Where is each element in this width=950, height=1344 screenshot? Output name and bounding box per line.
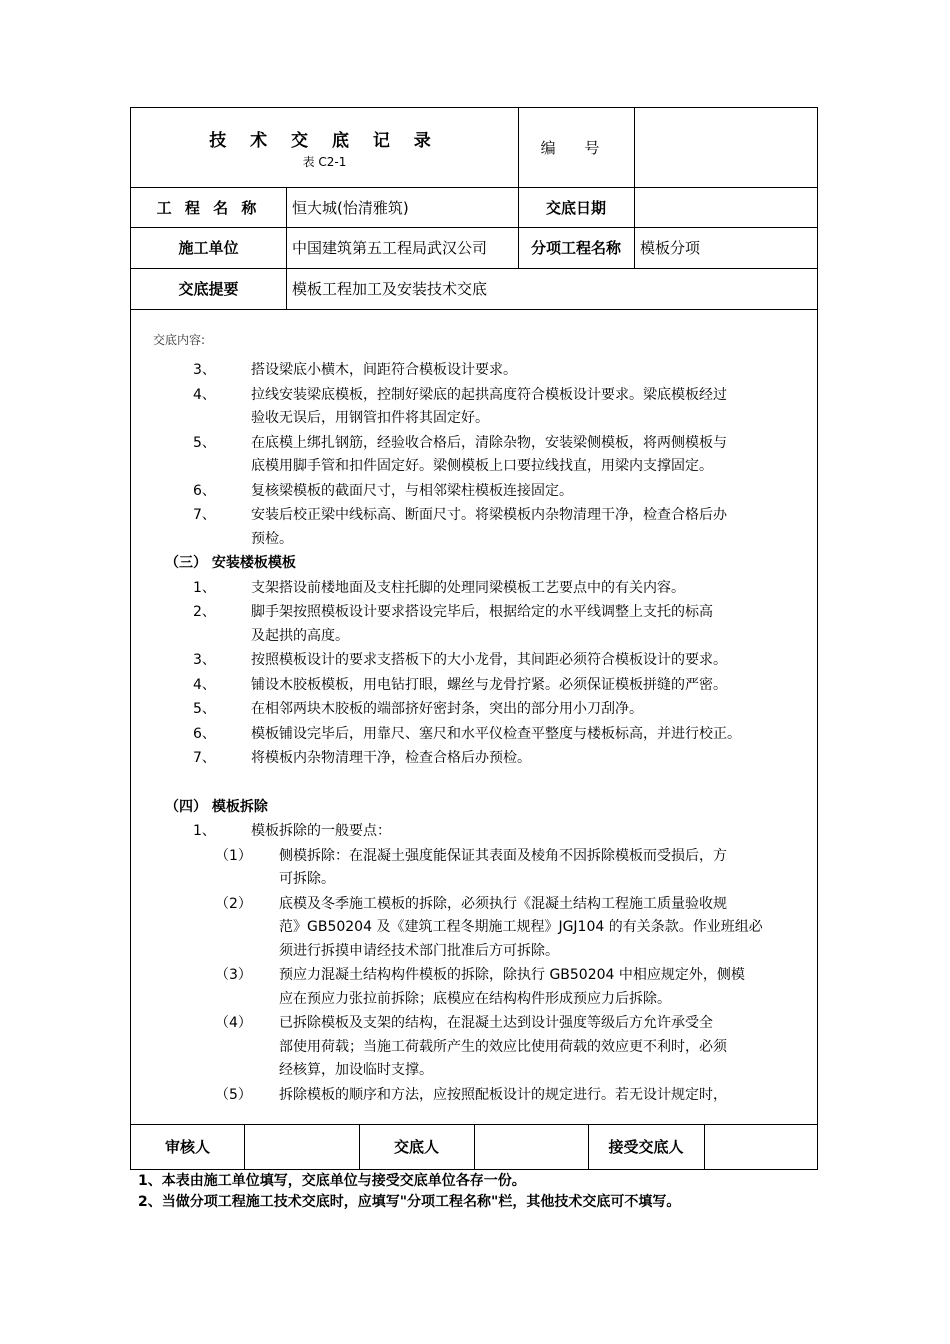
item-text-line: 支架搭设前楼地面及支柱托脚的处理同梁模板工艺要点中的有关内容。 (251, 579, 685, 596)
item-text-line: 及起拱的高度。 (251, 627, 349, 644)
contractor-field[interactable]: 中国建筑第五工程局武汉公司 (292, 239, 488, 257)
disclosure-date-label: 交底日期 (545, 198, 606, 217)
item-text-line: 验收无误后，用钢管扣件将其固定好。 (251, 410, 489, 426)
item-text-line: 在相邻两块木胶板的端部挤好密封条，突出的部分用小刀刮净。 (251, 701, 643, 717)
item-text-line: 底模及冬季施工模板的拆除，必须执行《混凝土结构工程施工质量验收规 (279, 895, 727, 912)
item-text-line: 已拆除模板及支架的结构，在混凝土达到设计强度等级后方允许承受全 (279, 1015, 713, 1031)
item-text-line: 可拆除。 (279, 871, 335, 887)
form-notes (138, 1171, 680, 1213)
receiver-label: 接受交底人 (608, 1138, 684, 1156)
form-number: 表 C2-1 (302, 154, 347, 169)
item-text (251, 723, 817, 747)
section-heading: （四） 模板拆除 (165, 798, 268, 815)
project-name-field[interactable]: 恒大城(怡清雅筑) (292, 198, 409, 217)
serial-number-label: 编 号 (540, 139, 612, 157)
item-text-line: 拉线安装梁底模板，控制好梁底的起拱高度符合模板设计要求。梁底模板经过 (251, 386, 727, 403)
contractor-label: 施工单位 (178, 239, 239, 257)
item-text (279, 893, 813, 964)
item-text-line: 预应力混凝土结构构件模板的拆除，除执行 GB50204 中相应规定外，侧模 (279, 967, 745, 983)
item-text-line: 范》GB50204 及《建筑工程冬期施工规程》JGJ104 的有关条款。作业班组必 (279, 919, 763, 935)
item-text (251, 432, 817, 479)
item-text-line: 铺设木胶板模板，用电钻打眼，螺丝与龙骨拧紧。必须保证模板拼缝的严密。 (251, 676, 727, 693)
discloser-label: 交底人 (393, 1138, 439, 1156)
item-number: 1、 (193, 823, 216, 839)
disclosure-date-field[interactable] (634, 187, 817, 227)
disclosure-form (130, 107, 818, 1170)
item-number: （3） (215, 967, 252, 983)
item-text-line: 经核算，加设临时支撑。 (279, 1062, 433, 1078)
item-text (251, 649, 817, 673)
serial-number-field[interactable] (634, 108, 817, 187)
item-text (279, 1012, 813, 1083)
reviewer-label: 审核人 (164, 1138, 210, 1156)
item-text-line: 将模板内杂物清理干净，检查合格后办预检。 (251, 750, 531, 766)
item-number: 4、 (193, 386, 216, 403)
item-text (251, 504, 817, 551)
item-text: 模板拆除的一般要点： (251, 823, 391, 839)
item-text-line: 应在预应力张拉前拆除；底模应在结构构件形成预应力后拆除。 (279, 990, 671, 1007)
item-text (251, 698, 817, 722)
note-line: 2、当做分项工程施工技术交底时，应填写"分项工程名称"栏，其他技术交底可不填写。 (138, 1194, 681, 1210)
item-text (251, 674, 817, 698)
item-text-line: 脚手架按照模板设计要求搭设完毕后，根据给定的水平线调整上支托的标高 (251, 604, 713, 620)
item-text-line: 须进行拆摸申请经技术部门批准后方可拆除。 (279, 942, 559, 959)
item-text-line: 拆除模板的顺序和方法，应按照配板设计的规定进行。若无设计规定时， (279, 1086, 727, 1103)
item-number: 7、 (193, 750, 216, 766)
item-number: 5、 (193, 434, 216, 451)
item-text-line: 部使用荷载；当施工荷载所产生的效应比使用荷载的效应更不利时，必须 (279, 1038, 727, 1055)
item-text (279, 964, 813, 1011)
item-text (251, 747, 817, 771)
item-text-line: 在底模上绑扎钢筋，经验收合格后，清除杂物，安装梁侧模板，将两侧模板与 (251, 434, 727, 451)
item-number: 1、 (193, 579, 216, 596)
item-text-line: 底模用脚手管和扣件固定好。梁侧模板上口要拉线找直，用梁内支撑固定。 (251, 458, 713, 474)
item-text-line: 复核梁模板的截面尺寸，与相邻梁柱模板连接固定。 (251, 482, 573, 499)
item-number: （4） (215, 1015, 252, 1031)
item-text (251, 384, 817, 431)
form-title-block (131, 108, 518, 187)
note-line: 1、本表由施工单位填写，交底单位与接受交底单位各存一份。 (138, 1173, 526, 1189)
sub-project-field[interactable]: 模板分项 (640, 239, 701, 257)
discloser-field[interactable] (474, 1124, 588, 1169)
form-title: 技 术 交 底 记 录 (209, 130, 440, 151)
item-number: （5） (215, 1086, 252, 1103)
item-number: 2、 (193, 604, 216, 620)
item-number: （1） (215, 847, 252, 864)
disclosure-content (131, 311, 817, 1108)
item-text-line: 安装后校正梁中线标高、断面尺寸。将梁模板内杂物清理干净，检查合格后办 (251, 507, 727, 523)
item-number: 5、 (193, 701, 216, 717)
item-text (251, 601, 817, 648)
item-text (251, 577, 817, 601)
project-name-label: 工 程 名 称 (156, 198, 261, 217)
summary-field[interactable]: 模板工程加工及安装技术交底 (292, 280, 488, 298)
item-number: 7、 (193, 507, 216, 523)
content-label: 交底内容: (153, 333, 206, 347)
row-divider (131, 309, 817, 310)
summary-label: 交底提要 (178, 280, 239, 298)
item-text-line: 侧模拆除：在混凝土强度能保证其表面及棱角不因拆除模板而受损后，方 (279, 847, 727, 864)
item-number: 6、 (193, 482, 216, 499)
sub-project-label: 分项工程名称 (530, 239, 621, 257)
item-text-line: 预检。 (251, 530, 293, 547)
item-text (279, 1084, 813, 1108)
item-number: 3、 (193, 652, 216, 668)
item-text-line: 按照模板设计的要求支搭板下的大小龙骨，其间距必须符合模板设计的要求。 (251, 652, 727, 668)
item-text (251, 480, 817, 504)
item-text (279, 845, 813, 892)
reviewer-field[interactable] (244, 1124, 359, 1169)
item-number: 4、 (193, 676, 216, 693)
item-number: 6、 (193, 725, 216, 742)
item-text-line: 搭设梁底小横木，间距符合模板设计要求。 (251, 362, 517, 378)
section-heading: （三） 安装楼板模板 (165, 555, 296, 571)
item-text-line: 模板铺设完毕后，用靠尺、塞尺和水平仪检查平整度与楼板标高，并进行校正。 (251, 725, 741, 742)
item-text (251, 359, 817, 383)
item-number: 3、 (193, 362, 216, 378)
item-number: （2） (215, 895, 252, 912)
receiver-field[interactable] (704, 1124, 817, 1169)
